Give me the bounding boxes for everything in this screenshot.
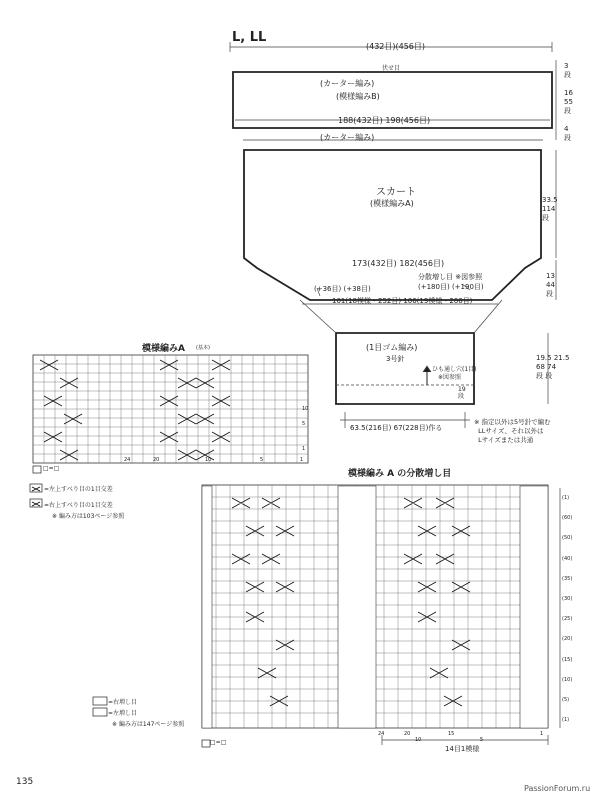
rib-title: (1目ゴム編み) [366,343,418,352]
chart-a-grid [33,355,308,463]
chart-b-col-label: 10 [415,737,422,743]
chart-b-col-label: 15 [448,731,455,737]
chart-a-col-label: 5 [260,457,264,463]
legend-b-key: □=□ [210,739,227,746]
chart-b-col-label: 20 [404,731,411,737]
cord-note-ref: ※図参照 [438,374,462,381]
watermark: PassionForum.ru [524,784,591,793]
waist-bottom-count: 188(432目) 198(456目) [338,116,431,125]
legend-b-item: =右増し目 [108,699,138,706]
rib-needle: 3号針 [386,355,405,363]
legend-a-item: =右上すべり目の1目交差 [44,502,113,509]
chart-b-row-labels: (1) (60) (50) (40) (35) (30) (25) (20) (15) (10) (5) (1) [562,495,573,724]
skirt-height-label: 33.5 114 段 [542,196,558,222]
chart-b-col-label: 1 [540,731,544,737]
chart-a-row-label: 5 [302,421,306,427]
bind-off-label: 伏せ目 [382,65,401,72]
chart-a-row-label: 10 [302,406,309,412]
skirt-pattern-label: (模様編みA) [370,199,414,208]
repeat-label: 14目1模様 [445,745,480,753]
waist-carter-label: (カーター編み) [320,79,375,88]
decrease-counts: (+36目) (+38目) [314,285,371,293]
chart-a-col-label: 1 [300,457,304,463]
chart-a-title: 模様編みA [142,344,185,354]
legend-b-ref: ※ 編み方は147ページ参照 [112,721,185,728]
legend-a-ref: ※ 編み方は103ページ参照 [52,513,125,520]
rib-rows: 19 段 [458,386,466,400]
legend-b-item: =左増し目 [108,710,138,717]
increase-note: 分散増し目 ※図参照 [418,273,483,281]
top-width-label: (432目)(456目) [366,42,426,51]
taper-height-label: 13 44 段 [546,272,555,298]
chart-b-col-label: 5 [480,737,484,743]
chart-a-col-label: 24 [124,457,131,463]
waist-pattern-label: (模様編みB) [336,92,380,101]
skirt-width-label: 173(432目) 182(456目) [352,259,445,268]
chart-a-col-label: 20 [153,457,160,463]
rib-bottom-count: 63.5(216目) 67(228目)作る [350,424,443,432]
skirt-outline [244,150,541,300]
cord-note: ひも通し穴(1目) [432,366,477,373]
size-note: ※ 指定以外は5号針で編む LLサイズ、それ以外は Lサイズまたは共通 [474,418,551,444]
size-label: L, LL [232,30,267,45]
legend-a-key: □=□ [43,465,60,472]
skirt-title: スカート [376,187,416,198]
chart-b-title: 模様編み A の分散増し目 [348,469,452,479]
skirt-bottom-count: 101(18模様・252目) 106(19模様・266目) [332,297,473,305]
chart-a-col-label: 10 [205,457,212,463]
page-number: 135 [16,777,34,787]
rib-heights: 19.5 21.5 68 74 段 段 [536,354,570,380]
chart-b-col-label: 24 [378,731,385,737]
increase-counts: (+180目) (+190目) [418,283,484,291]
chart-a-subtitle: (基本) [196,345,210,351]
waist-dimensions: 3 段 16 55 段 4 段 [564,62,573,142]
legend-a-item: =左上すべり目の1目交差 [44,486,113,493]
chart-a-row-label: 1 [302,446,306,452]
skirt-carter-label: (カーター編み) [320,133,375,142]
